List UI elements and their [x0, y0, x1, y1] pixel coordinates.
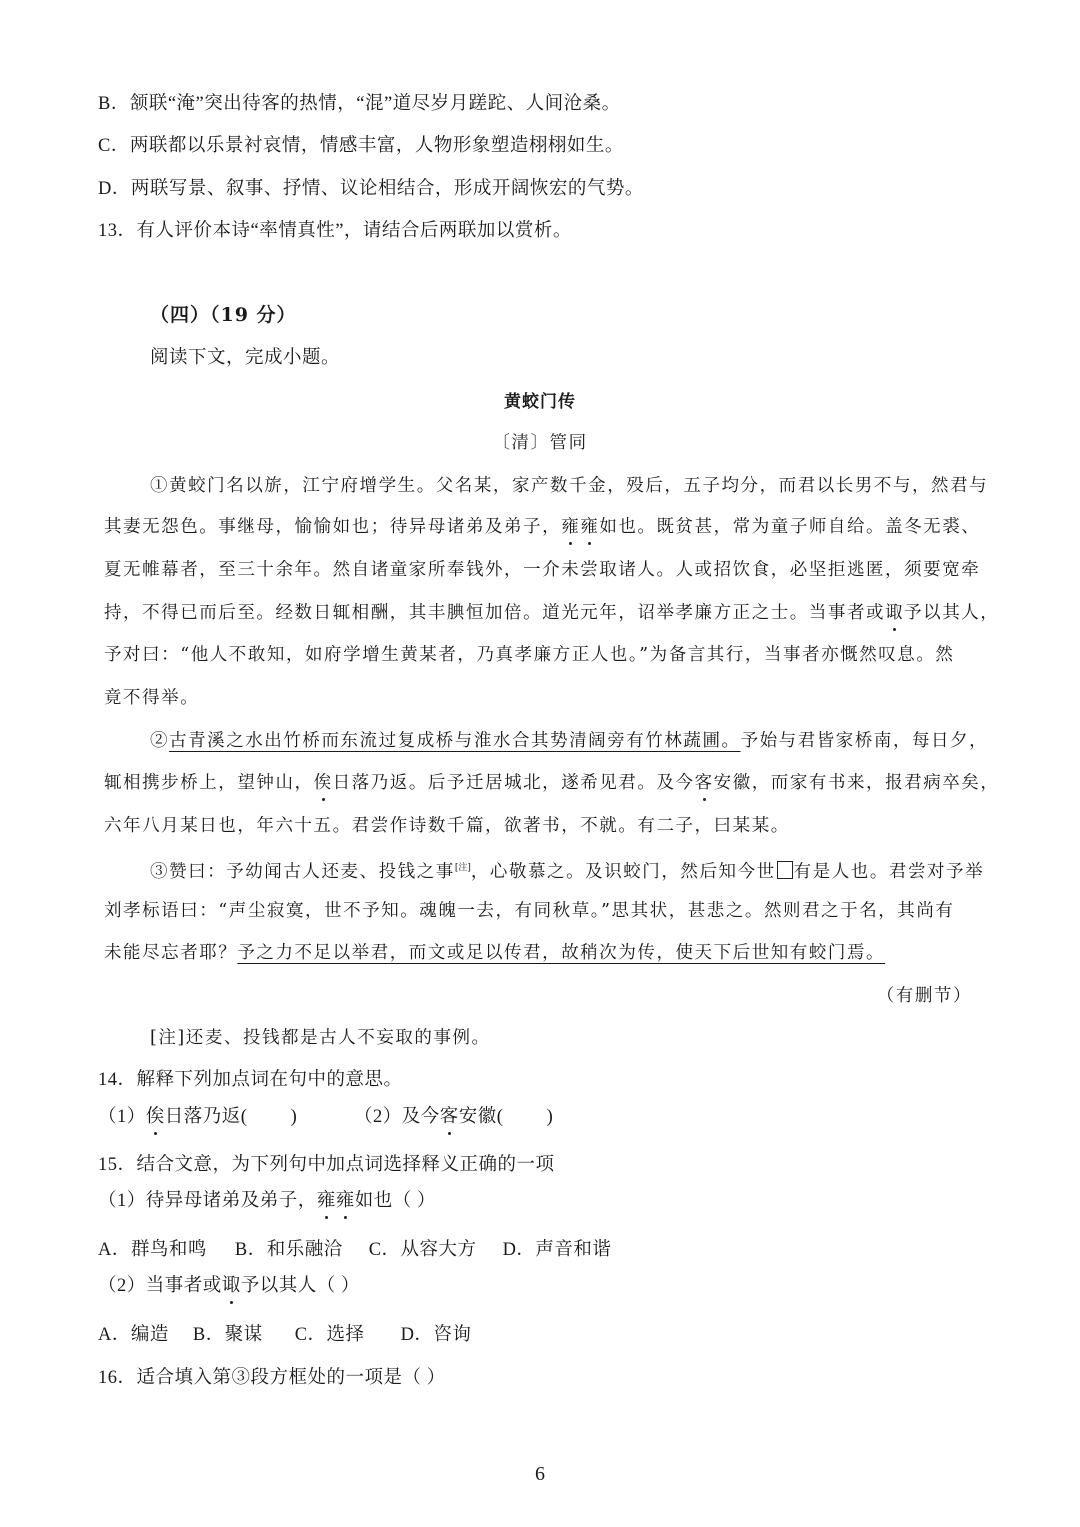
- option-c: C．两联都以乐景衬哀情，情感丰富，人物形象塑造栩栩如生。: [98, 136, 624, 156]
- para1-line3: 夏无帷幕者，至三十余年。然自诸童家所奉钱外，一介未尝取诸人。人或招饮食，必坚拒逃匿，须要宽牵: [104, 560, 981, 580]
- article-author: 〔清〕管同: [492, 433, 588, 453]
- para3-line3: 未能尽忘者耶？予之力不足以举君，而文或足以传君，故稍次为传，使天下后世知有蛟门焉。: [104, 943, 886, 963]
- para1-line2: 其妻无怨色。事继母，愉愉如也；待异母诸弟及弟子，雍雍如也。既贫甚，常为童子师自给。盖冬无裘、: [104, 517, 981, 537]
- option[interactable]: D．咨询: [400, 1325, 472, 1345]
- blank-box: [777, 861, 793, 879]
- para2-line2: 辄相携步桥上，望钟山，俟日落乃返。后予迁居城北，遂希见君。及今客安徽，而家有书来，报君病卒矣，: [104, 773, 1000, 793]
- note-marker: [注]: [454, 863, 471, 873]
- dotted-char: 雍: [335, 1191, 355, 1211]
- dotted-char: 客: [439, 1107, 459, 1127]
- question-16: 16．适合填入第③段方框处的一项是（ ）: [98, 1368, 446, 1388]
- dotted-char: 雍: [561, 517, 581, 537]
- dotted-char: 雍: [316, 1191, 336, 1211]
- question-13: 13．有人评价本诗“率情真性”，请结合后两联加以赏析。: [98, 221, 572, 241]
- section-title: （四）（19 分）: [150, 304, 297, 326]
- question-14-item-1: （1）俟日落乃返( ): [98, 1107, 298, 1127]
- dotted-char: 客: [694, 773, 714, 793]
- dotted-char: 俟: [145, 1107, 165, 1127]
- para1-line1: ①黄蛟门名以旂，江宁府增学生。父名某，家产数千金，殁后，五子均分，而君以长男不与，然君与: [150, 476, 989, 496]
- question-15-sub-1: （1）待异母诸弟及弟子，雍雍如也（ ）: [98, 1191, 436, 1211]
- footnote: [注]还麦、投钱都是古人不妄取的事例。: [150, 1028, 491, 1048]
- option[interactable]: C．选择: [294, 1325, 365, 1345]
- q15-sub2-options: [98, 1323, 471, 1347]
- para1-line5: 予对曰：“他人不敢知，如府学增生黄某者，乃真孝廉方正人也。”为备言其行，当事者亦慨然叹息。然: [104, 645, 955, 665]
- page-number: 6: [535, 1463, 545, 1485]
- question-14: 14．解释下列加点词在句中的意思。: [98, 1070, 403, 1090]
- option[interactable]: A．编造: [98, 1325, 169, 1345]
- dotted-char: 诹: [885, 603, 905, 623]
- article-title: 黄蛟门传: [504, 392, 576, 412]
- para2-line3: 六年八月某日也，年六十五。君尝作诗数千篇，欲著书，不就。有二子，曰某某。: [104, 816, 790, 836]
- section-instruction: 阅读下文，完成小题。: [150, 348, 341, 368]
- option-d: D．两联写景、叙事、抒情、议论相结合，形成开阔恢宏的气势。: [98, 179, 644, 199]
- underlined-sentence: 予之力不足以举君，而文或足以传君，故稍次为传，使天下后世知有蛟门焉。: [237, 943, 886, 963]
- question-15: 15．结合文意，为下列句中加点词选择释义正确的一项: [98, 1155, 555, 1175]
- q15-sub1-options: [98, 1238, 611, 1262]
- para3-line1: ③赞曰：予幼闻古人还麦、投钱之事[注]，心敬慕之。及识蛟门，然后知今世 有是人也。君尝对予举: [150, 862, 985, 882]
- para1-line4: 持，不得已而后至。经数日辄相酬，其丰腆恒加倍。道光元年，诏举孝廉方正之士。当事者或诹予以其人，: [104, 603, 1000, 623]
- option[interactable]: C．从容大方: [368, 1240, 477, 1260]
- underlined-sentence: 古青溪之水出竹桥而东流过复成桥与淮水合其势清阔旁有竹林蔬圃。: [169, 731, 741, 751]
- para2-line1: ②古青溪之水出竹桥而东流过复成桥与淮水合其势清阔旁有竹林蔬圃。予始与君皆家桥南，每日夕，: [150, 731, 989, 751]
- dotted-char: 雍: [580, 517, 600, 537]
- option[interactable]: D．声音和谐: [502, 1240, 612, 1260]
- para1-line6: 竟不得举。: [104, 688, 200, 708]
- dotted-char: 俟: [313, 773, 333, 793]
- abridged-note: （有删节）: [876, 986, 972, 1006]
- question-15-sub-2: （2）当事者或诹予以其人（ ）: [98, 1276, 360, 1296]
- question-14-item-2: （2）及今客安徽( ): [354, 1107, 554, 1127]
- option[interactable]: B．聚谋: [192, 1325, 263, 1345]
- option[interactable]: B．和乐融洽: [234, 1240, 343, 1260]
- option[interactable]: A．群鸟和鸣: [98, 1240, 207, 1260]
- option-b: B．颔联“淹”突出待客的热情，“混”道尽岁月蹉跎、人间沧桑。: [98, 94, 621, 114]
- para3-line2: 刘孝标语曰：“声尘寂寞，世不予知。魂魄一去，有同秋草。”思其状，甚悲之。然则君之于名，其尚有: [104, 901, 955, 921]
- dotted-char: 诹: [221, 1276, 241, 1296]
